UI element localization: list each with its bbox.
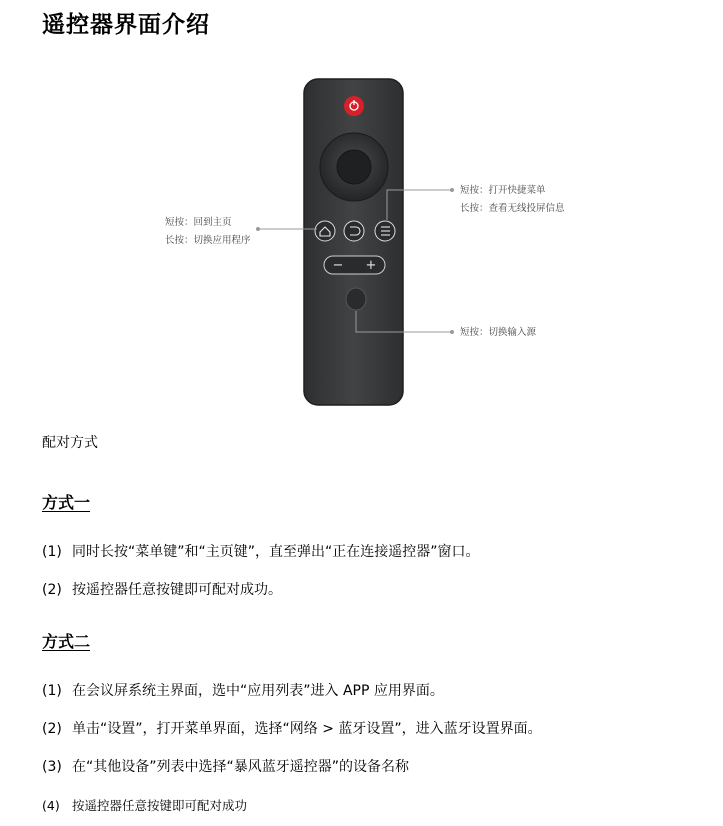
pairing-title: 配对方式 — [42, 435, 98, 451]
home-button — [315, 221, 335, 241]
menu-annotation — [460, 182, 565, 218]
step-text: 按遥控器任意按键即可配对成功。 — [72, 582, 282, 598]
method2-step-4 — [42, 796, 247, 814]
remote-illustration — [0, 70, 723, 415]
home-annotation — [165, 214, 251, 250]
source-short-label: 短按：切换输入源 — [460, 327, 537, 338]
step-text: 在会议屏系统主界面，选中“应用列表”进入 APP 应用界面。 — [72, 683, 444, 699]
step-number: (2) — [42, 721, 62, 737]
home-short-label: 短按：回到主页 — [165, 217, 232, 228]
method1-step-2 — [42, 579, 282, 599]
source-annotation — [460, 324, 536, 342]
method2-step-1 — [42, 680, 444, 700]
back-button — [344, 221, 364, 241]
step-text: 在“其他设备”列表中选择“暴风蓝牙遥控器”的设备名称 — [72, 759, 410, 775]
home-long-label: 长按：切换应用程序 — [165, 235, 251, 246]
step-number: (3) — [42, 759, 62, 775]
page-title: 遥控器界面介绍 — [42, 12, 210, 38]
volume-plus-icon: + — [365, 258, 377, 273]
method2-heading: 方式二 — [42, 632, 91, 651]
step-text: 单击“设置”，打开菜单界面，选择“网络 > 蓝牙设置”，进入蓝牙设置界面。 — [72, 721, 542, 737]
power-button-icon — [344, 96, 364, 116]
method2-step-2 — [42, 718, 542, 738]
step-text: 按遥控器任意按键即可配对成功 — [72, 798, 248, 813]
step-number: (2) — [42, 582, 62, 598]
remote-figure — [0, 70, 723, 415]
step-number: (1) — [42, 683, 62, 699]
volume-minus-icon: − — [332, 258, 344, 273]
step-number: (1) — [42, 544, 62, 560]
step-text: 同时长按“菜单键”和“主页键”，直至弹出“正在连接遥控器”窗口。 — [72, 544, 480, 560]
menu-long-label: 长按：查看无线投屏信息 — [460, 203, 565, 214]
source-button — [346, 288, 366, 310]
step-number: (4) — [42, 798, 60, 813]
method1-step-1 — [42, 541, 480, 561]
method2-step-3 — [42, 756, 409, 776]
ok-button — [337, 150, 371, 184]
menu-short-label: 短按：打开快捷菜单 — [460, 185, 546, 196]
method1-heading: 方式一 — [42, 493, 91, 512]
remote-body — [304, 79, 403, 405]
